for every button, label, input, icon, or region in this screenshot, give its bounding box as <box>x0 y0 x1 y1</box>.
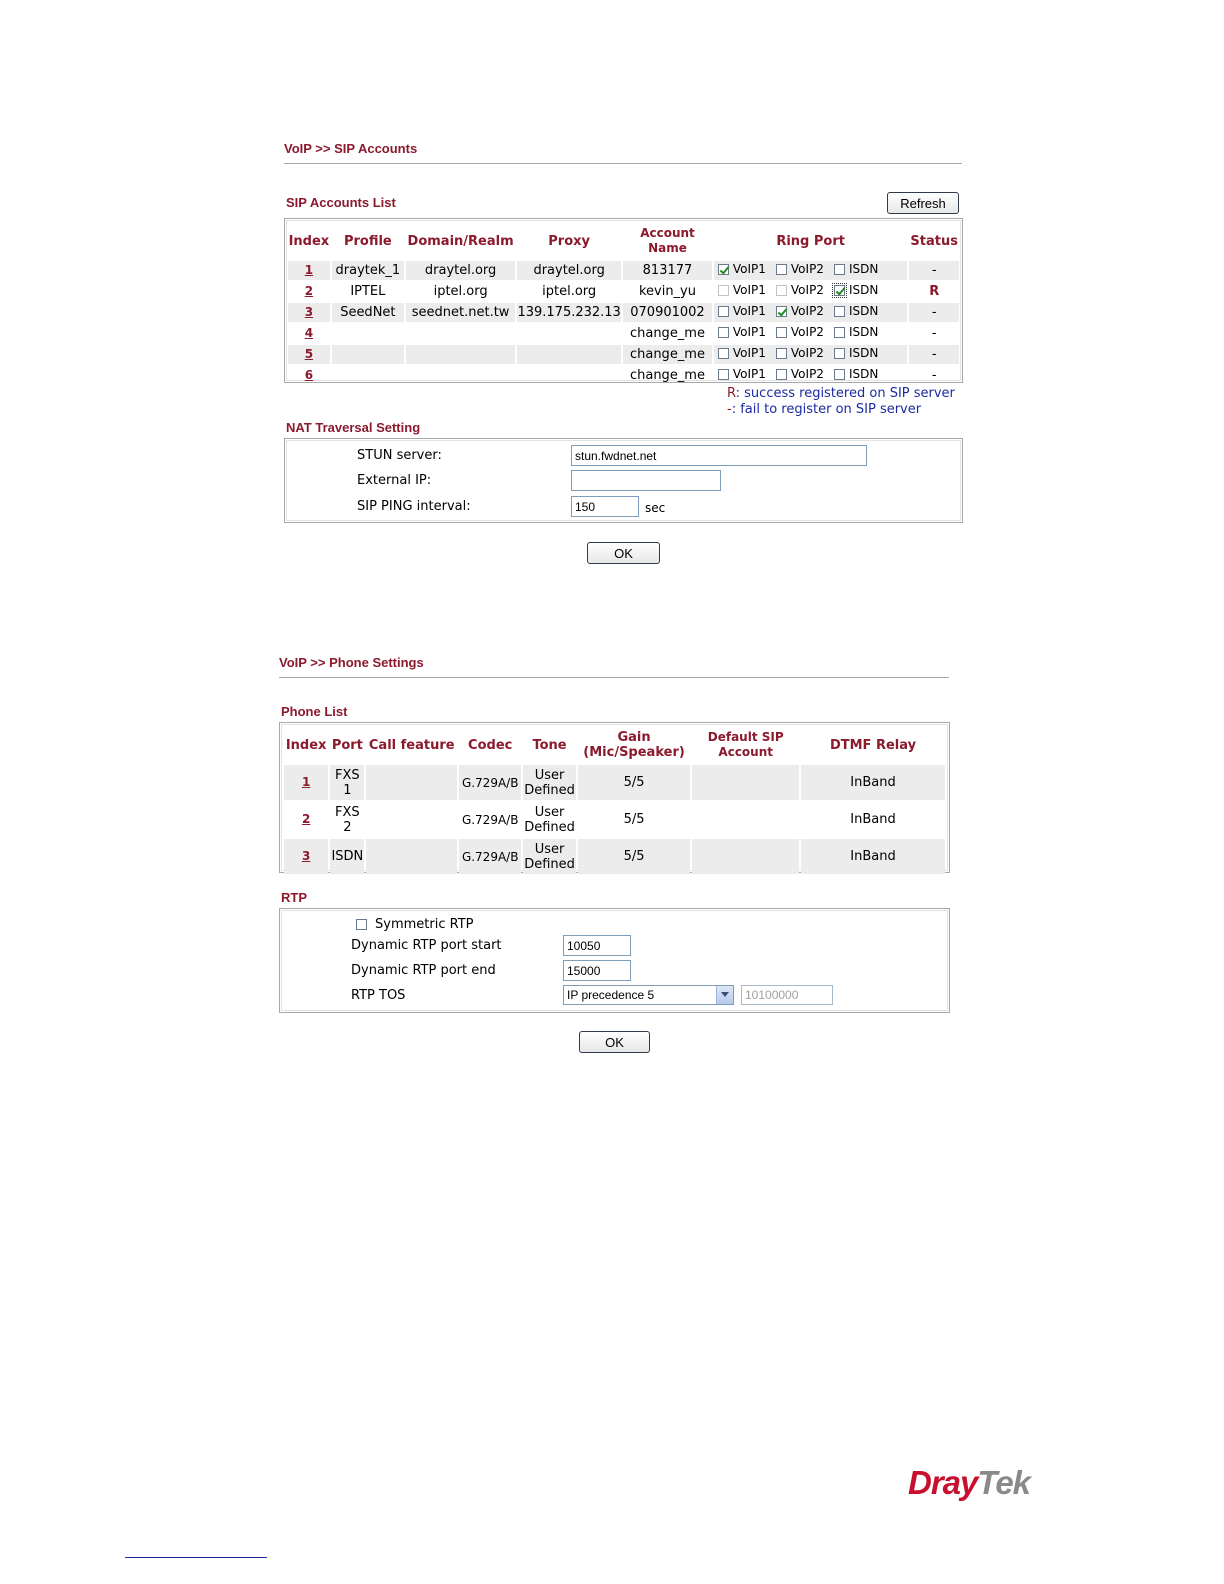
ring-voip1-label: VoIP1 <box>732 304 766 319</box>
checkbox-box[interactable] <box>776 264 787 275</box>
domain-cell <box>406 324 515 343</box>
profile-cell: SeedNet <box>332 303 404 322</box>
nat-panel <box>284 438 963 523</box>
domain-cell: draytel.org <box>406 261 515 280</box>
col-default-sip: Default SIP Account <box>707 730 784 759</box>
logo-dray: Dray <box>908 1464 978 1501</box>
ring-voip2-checkbox[interactable] <box>776 367 824 381</box>
checkbox-box[interactable] <box>834 306 845 317</box>
sip-ok-button[interactable]: OK <box>587 542 660 564</box>
symmetric-rtp-label: Symmetric RTP <box>375 917 474 932</box>
status-cell: R <box>929 284 940 299</box>
status-cell: - <box>909 303 959 322</box>
codec-cell: G.729A/B <box>459 839 521 874</box>
checkbox-box[interactable] <box>718 369 729 380</box>
phone-breadcrumb: VoIP >> Phone Settings <box>279 655 424 670</box>
draytek-logo <box>908 1464 1030 1502</box>
domain-cell: iptel.org <box>433 284 488 299</box>
checkbox-box[interactable] <box>776 327 787 338</box>
col-profile: Profile <box>343 233 392 249</box>
ring-voip1-checkbox[interactable] <box>718 325 766 339</box>
legend-f-key: - <box>727 402 732 417</box>
port-cell: FXS 1 <box>330 765 364 800</box>
dtmf-cell: InBand <box>801 765 945 800</box>
ring-port-cell <box>714 303 908 322</box>
ring-voip1-label: VoIP1 <box>732 262 766 277</box>
index-link[interactable]: 4 <box>304 326 314 340</box>
col-status: Status <box>910 233 958 249</box>
phone-index-cell <box>284 839 328 874</box>
dtmf-cell: InBand <box>801 839 945 874</box>
domain-cell <box>406 366 515 385</box>
col-proxy: Proxy <box>548 233 591 249</box>
logo-tek: Tek <box>977 1464 1031 1501</box>
stun-label: STUN server: <box>357 448 442 463</box>
col-tone: Tone <box>532 737 567 753</box>
ring-voip1-label: VoIP1 <box>732 325 766 340</box>
sip-accounts-table <box>286 221 961 387</box>
index-cell <box>288 324 330 343</box>
checkbox-box[interactable] <box>718 306 729 317</box>
checkbox-box[interactable] <box>834 285 845 296</box>
call-feature-cell <box>366 839 457 874</box>
rtp-title: RTP <box>281 890 307 905</box>
refresh-button[interactable]: Refresh <box>887 192 959 214</box>
col-domain: Domain/Realm <box>407 233 514 249</box>
gain-cell: 5/5 <box>578 839 691 874</box>
status-cell: - <box>931 368 937 383</box>
phone-index-link[interactable]: 1 <box>301 775 311 789</box>
ring-voip1-label: VoIP1 <box>732 283 766 298</box>
rtp-tos-selected: IP precedence 5 <box>567 988 655 1002</box>
ring-voip2-label: VoIP2 <box>790 367 824 382</box>
checkbox-box[interactable] <box>834 348 845 359</box>
tone-cell: User Defined <box>524 804 575 835</box>
checkbox-box[interactable] <box>776 348 787 359</box>
default-sip-cell <box>692 802 799 837</box>
ring-voip1-checkbox[interactable] <box>718 367 766 381</box>
rtp-tos-bits-input <box>741 985 833 1005</box>
col-phone-index: Index <box>285 737 327 753</box>
index-cell <box>288 303 330 322</box>
ring-port-cell <box>714 345 908 364</box>
checkbox-box[interactable] <box>718 264 729 275</box>
phone-index-link[interactable]: 2 <box>301 812 311 826</box>
ring-voip2-checkbox[interactable] <box>776 346 824 360</box>
ring-port-cell <box>714 324 908 343</box>
ring-voip1-checkbox[interactable] <box>718 346 766 360</box>
codec-cell: G.729A/B <box>461 812 519 827</box>
phone-index-link[interactable]: 3 <box>301 849 311 863</box>
ring-isdn-checkbox[interactable] <box>834 262 878 276</box>
nat-title: NAT Traversal Setting <box>286 420 421 435</box>
index-cell <box>288 366 330 385</box>
sip-divider <box>284 163 962 164</box>
index-cell <box>288 261 330 280</box>
table-row <box>288 282 959 301</box>
external-ip-input[interactable] <box>571 470 721 491</box>
sip-accounts-panel <box>284 218 963 383</box>
checkbox-box[interactable] <box>834 264 845 275</box>
call-feature-cell <box>366 802 457 837</box>
sip-breadcrumb: VoIP >> SIP Accounts <box>284 141 418 156</box>
profile-cell <box>332 324 404 343</box>
sip-list-title: SIP Accounts List <box>286 195 396 210</box>
ring-voip1-checkbox[interactable] <box>718 304 766 318</box>
checkbox-box[interactable] <box>776 369 787 380</box>
table-row <box>288 345 959 364</box>
ring-isdn-label: ISDN <box>848 367 879 382</box>
ring-voip2-checkbox[interactable] <box>776 325 824 339</box>
col-account-name: Account Name <box>640 226 695 255</box>
rtp-start-input[interactable] <box>563 935 631 956</box>
table-row <box>288 366 959 385</box>
phone-list-title: Phone List <box>281 704 348 719</box>
symmetric-rtp-box[interactable] <box>356 919 367 930</box>
ring-isdn-checkbox[interactable] <box>834 283 878 297</box>
ring-isdn-checkbox[interactable] <box>834 346 878 360</box>
ring-voip2-label: VoIP2 <box>790 262 824 277</box>
status-cell: - <box>931 326 937 341</box>
call-feature-cell <box>366 765 457 800</box>
account-cell: change_me <box>623 345 712 364</box>
phone-list-panel <box>279 722 950 873</box>
checkbox-box[interactable] <box>718 285 729 296</box>
phone-ok-button[interactable]: OK <box>579 1031 650 1053</box>
sip-ping-label: SIP PING interval: <box>357 499 471 514</box>
rtp-start-label: Dynamic RTP port start <box>351 938 502 953</box>
legend-r-key: R <box>727 386 736 401</box>
index-link[interactable]: 2 <box>304 284 314 298</box>
tone-cell: User Defined <box>523 765 575 800</box>
legend-failed <box>727 402 921 417</box>
ring-voip2-label: VoIP2 <box>790 325 824 340</box>
dtmf-cell: InBand <box>850 812 896 827</box>
domain-cell: seednet.net.tw <box>406 303 515 322</box>
proxy-cell: iptel.org <box>542 284 597 299</box>
stun-server-input[interactable] <box>571 445 867 466</box>
sip-ping-unit: sec <box>645 501 666 515</box>
profile-cell: draytek_1 <box>332 261 404 280</box>
tone-cell: User Defined <box>523 839 575 874</box>
index-link[interactable]: 5 <box>304 347 314 361</box>
ring-isdn-label: ISDN <box>848 304 879 319</box>
index-cell <box>288 282 330 301</box>
status-cell: - <box>909 345 959 364</box>
checkbox-box[interactable] <box>834 369 845 380</box>
ring-voip1-checkbox[interactable] <box>718 262 766 276</box>
table-row <box>284 765 945 800</box>
col-codec: Codec <box>468 737 513 753</box>
ring-voip2-checkbox[interactable] <box>776 283 824 297</box>
ring-isdn-label: ISDN <box>848 262 879 277</box>
proxy-cell <box>517 345 621 364</box>
account-cell: 070901002 <box>623 303 712 322</box>
rtp-tos-label: RTP TOS <box>351 988 406 1003</box>
default-sip-cell <box>692 839 799 874</box>
symmetric-rtp-checkbox[interactable] <box>356 917 473 932</box>
rtp-end-input[interactable] <box>563 960 631 981</box>
legend-f-text: : fail to register on SIP server <box>731 402 922 417</box>
rtp-tos-select[interactable] <box>563 985 734 1005</box>
account-cell: 813177 <box>623 261 712 280</box>
checkbox-box[interactable] <box>718 348 729 359</box>
chevron-down-icon[interactable] <box>716 986 733 1004</box>
proxy-cell <box>517 366 621 385</box>
ring-port-cell <box>714 282 908 301</box>
index-link[interactable]: 3 <box>304 305 314 319</box>
gain-cell: 5/5 <box>623 812 645 827</box>
account-cell: change_me <box>629 368 705 383</box>
external-ip-label: External IP: <box>357 473 432 488</box>
ring-isdn-checkbox[interactable] <box>834 325 878 339</box>
status-cell: - <box>909 261 959 280</box>
default-sip-cell <box>692 765 799 800</box>
proxy-cell: draytel.org <box>517 261 621 280</box>
ring-voip2-checkbox[interactable] <box>776 304 824 318</box>
ring-isdn-checkbox[interactable] <box>834 304 878 318</box>
table-row <box>288 324 959 343</box>
phone-index-cell <box>284 765 328 800</box>
ring-isdn-label: ISDN <box>848 325 879 340</box>
profile-cell <box>332 345 404 364</box>
gain-cell: 5/5 <box>578 765 691 800</box>
ring-voip1-label: VoIP1 <box>732 346 766 361</box>
table-row <box>284 839 945 874</box>
account-cell: kevin_yu <box>638 284 696 299</box>
ring-port-cell <box>714 366 908 385</box>
table-row <box>288 303 959 322</box>
ring-voip2-label: VoIP2 <box>790 283 824 298</box>
footer-link-line <box>125 1557 267 1558</box>
ring-voip1-checkbox[interactable] <box>718 283 766 297</box>
col-gain: Gain (Mic/Speaker) <box>583 730 685 760</box>
table-row <box>284 802 945 837</box>
phone-divider <box>279 677 949 678</box>
profile-cell: IPTEL <box>350 284 386 299</box>
ring-isdn-checkbox[interactable] <box>834 367 878 381</box>
checkbox-box[interactable] <box>718 327 729 338</box>
col-port: Port <box>331 737 363 753</box>
proxy-cell <box>517 324 621 343</box>
ring-voip2-label: VoIP2 <box>790 304 824 319</box>
index-cell <box>288 345 330 364</box>
phone-list-table <box>282 725 947 876</box>
index-link[interactable]: 1 <box>304 263 314 277</box>
ring-isdn-label: ISDN <box>848 346 879 361</box>
proxy-cell: 139.175.232.13 <box>517 305 621 320</box>
port-cell: FXS 2 <box>335 804 360 835</box>
domain-cell <box>406 345 515 364</box>
index-link[interactable]: 6 <box>304 368 314 382</box>
rtp-end-label: Dynamic RTP port end <box>351 963 496 978</box>
ring-voip2-checkbox[interactable] <box>776 262 824 276</box>
col-index: Index <box>288 233 330 249</box>
port-cell: ISDN <box>330 839 364 874</box>
ring-voip1-label: VoIP1 <box>732 367 766 382</box>
account-cell: change_me <box>629 326 705 341</box>
checkbox-box[interactable] <box>834 327 845 338</box>
sip-ping-input[interactable] <box>571 496 639 517</box>
checkbox-box[interactable] <box>776 285 787 296</box>
col-ring-port: Ring Port <box>776 233 845 249</box>
phone-index-cell <box>284 802 328 837</box>
codec-cell: G.729A/B <box>459 765 521 800</box>
table-row <box>288 261 959 280</box>
col-call-feature: Call feature <box>368 737 455 753</box>
ring-isdn-label: ISDN <box>848 283 879 298</box>
legend-registered <box>727 386 955 401</box>
col-dtmf: DTMF Relay <box>829 737 917 753</box>
legend-r-text: : success registered on SIP server <box>735 386 955 401</box>
ring-port-cell <box>714 261 908 280</box>
ring-voip2-label: VoIP2 <box>790 346 824 361</box>
rtp-panel <box>279 908 950 1013</box>
checkbox-box[interactable] <box>776 306 787 317</box>
profile-cell <box>332 366 404 385</box>
